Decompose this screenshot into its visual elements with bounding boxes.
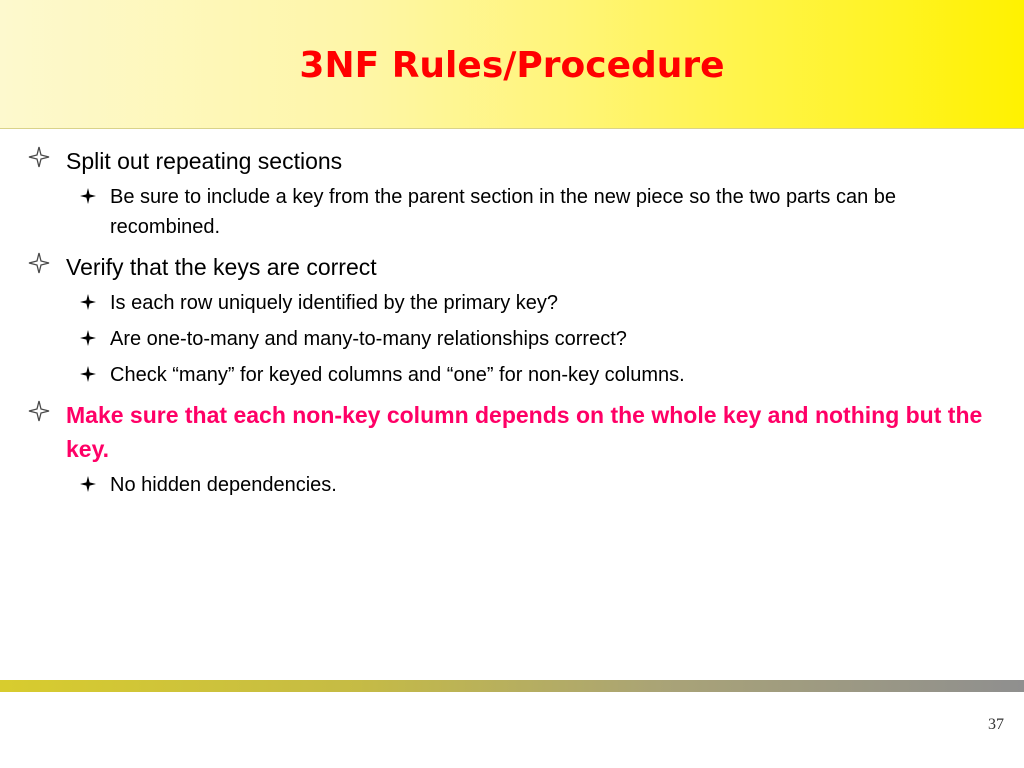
sub-bullet-item <box>110 324 988 354</box>
bullet-item <box>28 250 988 284</box>
sub-bullet-item <box>110 360 988 390</box>
four-point-star-solid-icon <box>80 476 96 492</box>
footer-divider-bar <box>0 680 1024 692</box>
sub-bullet-text: Check “many” for keyed columns and “one” for non-key columns. <box>110 364 685 386</box>
sub-bullet-text: Are one-to-many and many-to-many relationships correct? <box>110 328 627 350</box>
bullet-item <box>28 144 988 178</box>
bullet-text: Make sure that each non-key column depends on the whole key and nothing but the key. <box>66 402 983 462</box>
title-band <box>0 0 1024 129</box>
four-point-star-solid-icon <box>80 366 96 382</box>
sub-bullet-text: Is each row uniquely identified by the primary key? <box>110 292 559 314</box>
sub-bullet-text: No hidden dependencies. <box>110 474 337 496</box>
four-point-star-solid-icon <box>80 294 96 310</box>
sub-bullet-item <box>110 470 988 500</box>
four-point-star-outline-icon <box>28 252 50 274</box>
emphasis-bullet-item <box>28 398 988 466</box>
four-point-star-outline-icon <box>28 400 50 422</box>
bullet-text: Verify that the keys are correct <box>66 254 377 280</box>
four-point-star-solid-icon <box>80 330 96 346</box>
bullet-list <box>28 144 988 500</box>
sub-bullet-item <box>110 182 988 242</box>
four-point-star-outline-icon <box>28 146 50 168</box>
bullet-text: Split out repeating sections <box>66 148 343 174</box>
sub-bullet-text: Be sure to include a key from the parent section in the new piece so the two parts can be recombined. <box>110 186 897 238</box>
page-number: 37 <box>988 716 1004 733</box>
slide-title: 3NF Rules/Procedure <box>299 45 725 86</box>
four-point-star-solid-icon <box>80 188 96 204</box>
sub-bullet-item <box>110 288 988 318</box>
